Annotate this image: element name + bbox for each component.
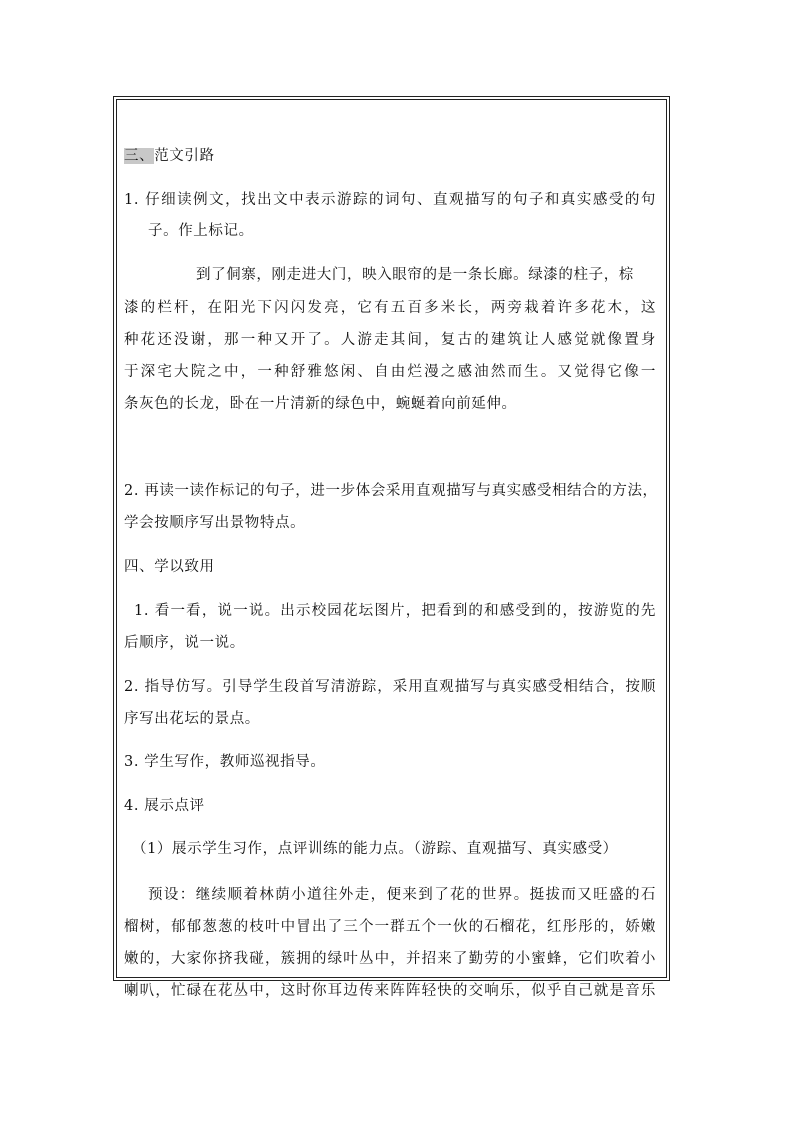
example-line-1: 到了侗寨，刚走进大门，映入眼帘的是一条长廊。绿漆的柱子，棕 xyxy=(196,267,634,283)
section-four-heading: 四、学以致用 xyxy=(124,559,215,575)
step1-line1-text: 1. 看一看，说一说。出示校园花坛图片，把看到的和感受到的，按游览的先 xyxy=(134,603,656,619)
item1-line2: 子。作上标记。 xyxy=(148,223,254,239)
example-line-2: 漆的栏杆，在阳光下闪闪发亮，它有五百多米长，两旁栽着许多花木，这 xyxy=(124,300,656,316)
preset-line-4: 喇叭，忙碌在花丛中，这时你耳边传来阵阵轻快的交响乐，似乎自己就是音乐 xyxy=(124,983,656,999)
section-title: 范文引路 xyxy=(154,148,215,164)
preset-line-1-text: 预设：继续顺着林荫小道往外走，便来到了花的世界。挺拔而又旺盛的石 xyxy=(148,887,656,903)
sub1-line: （1）展示学生习作，点评训练的能力点。（游踪、直观描写、真实感受） xyxy=(132,841,618,857)
step2-line2: 序写出花坛的景点。 xyxy=(124,711,260,727)
section-three-heading xyxy=(124,144,215,165)
item2-line1: 2. 再读一读作标记的句子，进一步体会采用直观描写与真实感受相结合的方法， xyxy=(124,483,658,499)
preset-line-2: 榴树，郁郁葱葱的枝叶中冒出了三个一群五个一伙的石榴花，红彤彤的，娇嫩 xyxy=(124,919,656,935)
item1-line1: 1. 仔细读例文，找出文中表示游踪的词句、直观描写的句子和真实感受的句 xyxy=(124,192,656,208)
example-line-4: 于深宅大院之中，一种舒雅悠闲、自由烂漫之感油然而生。又觉得它像一 xyxy=(124,364,656,380)
preset-line-3: 嫩的，大家你挤我碰，簇拥的绿叶丛中，并招来了勤劳的小蜜蜂，它们吹着小 xyxy=(124,951,656,967)
example-line-5: 条灰色的长龙，卧在一片清新的绿色中，蜿蜒着向前延伸。 xyxy=(124,396,517,412)
example-line-3: 种花还没谢，那一种又开了。人游走其间，复古的建筑让人感觉就像置身 xyxy=(124,332,656,348)
preset-line-1 xyxy=(148,883,656,904)
step4-line: 4. 展示点评 xyxy=(124,798,205,814)
step3-line: 3. 学生写作，教师巡视指导。 xyxy=(124,754,326,770)
section-number-highlight: 三、 xyxy=(124,148,155,164)
step1-line1 xyxy=(134,599,656,620)
step2-line1: 2. 指导仿写。引导学生段首写清游踪，采用直观描写与真实感受相结合，按顺 xyxy=(124,679,656,695)
item2-line2: 学会按顺序写出景物特点。 xyxy=(124,515,306,531)
step1-line2: 后顺序，说一说。 xyxy=(124,635,245,651)
